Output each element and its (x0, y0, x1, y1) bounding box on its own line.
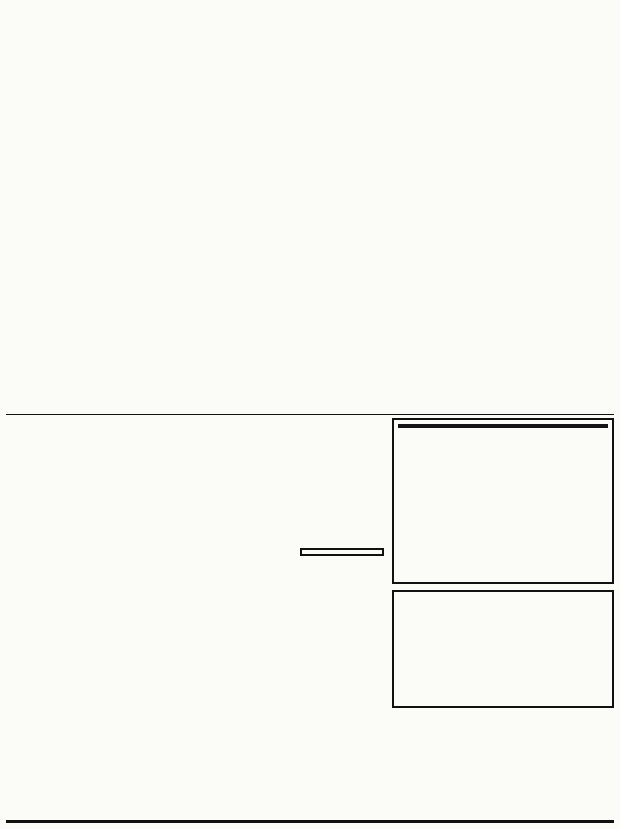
maggi-ad (392, 590, 614, 708)
la-confianza-ad (58, 652, 294, 696)
foulard-seda-ad (392, 418, 614, 584)
pintores-ad (58, 542, 294, 600)
classified-column-2 (130, 8, 238, 410)
page-bottom-rule (6, 820, 614, 823)
bolsa-column-1 (260, 156, 380, 408)
bolsa-del-trabajo-heading (283, 122, 483, 150)
classified-column-4-top (388, 8, 493, 120)
automovilistas-ad (58, 700, 294, 750)
separator-rule (6, 414, 614, 415)
classified-column-5 (502, 8, 612, 410)
bolsa-column-2 (388, 156, 493, 408)
elixir-box (300, 548, 384, 556)
classified-column-1 (8, 8, 116, 410)
almacen-tejidos-ad (58, 604, 294, 648)
foulard-title (398, 424, 608, 428)
middle-ad-column (300, 542, 384, 752)
balneario-ad (60, 420, 372, 538)
classified-column-3-top (260, 8, 380, 120)
la-oriental-ad (392, 712, 614, 774)
